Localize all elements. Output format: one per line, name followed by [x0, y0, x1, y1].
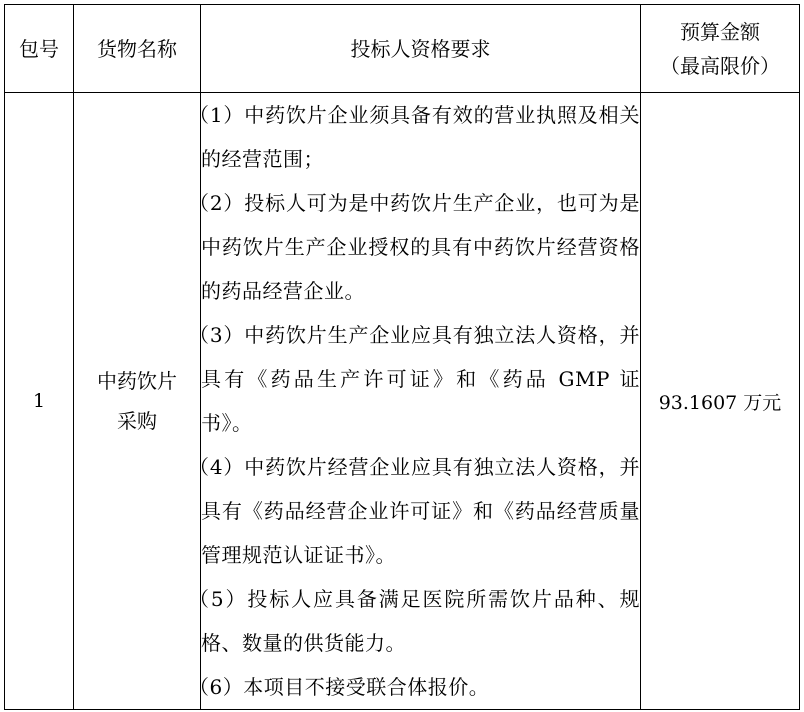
- goods-name-line2: 采购: [117, 409, 157, 433]
- qualification-table: [4, 4, 800, 710]
- cell-package-no: 1: [5, 93, 74, 710]
- header-row: [5, 5, 800, 93]
- header-goods-name: 货物名称: [74, 5, 201, 93]
- header-budget: [641, 5, 800, 93]
- goods-name-line1: 中药饮片: [97, 369, 177, 393]
- requirement-item-2: （2）投标人可为是中药饮片生产企业，也可为是中药饮片生产企业授权的具有中药饮片经营资格的药品经营企业。: [189, 191, 640, 303]
- requirement-item-6: （6）本项目不接受联合体报价。: [189, 675, 490, 699]
- cell-goods-name: [74, 93, 201, 710]
- header-budget-line1: 预算金额: [680, 19, 760, 44]
- cell-requirements: [189, 93, 641, 710]
- requirement-item-4: （4）中药饮片经营企业应具有独立法人资格，并具有《药品经营企业许可证》和《药品经营质量管理规范认证证书》。: [189, 455, 640, 567]
- requirement-item-1: （1）中药饮片企业须具备有效的营业执照及相关的经营范围；: [189, 103, 640, 171]
- header-requirements: 投标人资格要求: [201, 5, 641, 93]
- header-package-no: 包号: [5, 5, 74, 93]
- header-budget-line2: （最高限价）: [660, 53, 780, 78]
- requirement-item-5: （5）投标人应具备满足医院所需饮片品种、规格、数量的供货能力。: [189, 587, 640, 655]
- cell-budget: 93.1607 万元: [641, 93, 800, 710]
- table-row: [5, 93, 800, 710]
- requirement-item-3: （3）中药饮片生产企业应具有独立法人资格，并具有《药品生产许可证》和《药品 GMP 证书》。: [189, 323, 640, 435]
